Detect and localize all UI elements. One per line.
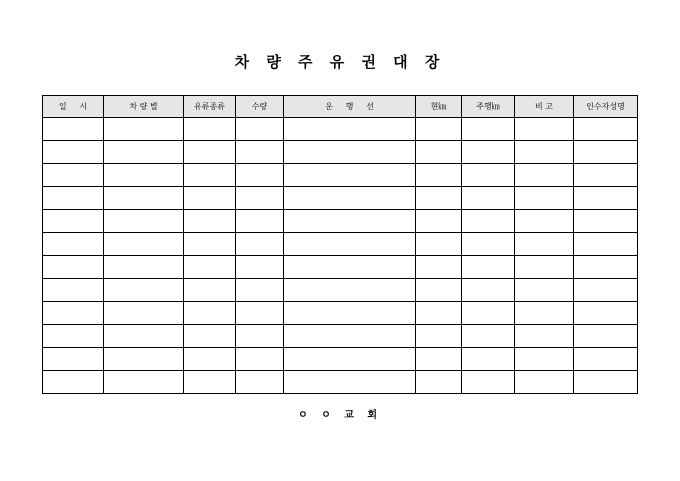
cell-distance-km[interactable] bbox=[462, 279, 515, 302]
cell-remarks[interactable] bbox=[515, 256, 574, 279]
table-row bbox=[43, 302, 638, 325]
table-row bbox=[43, 348, 638, 371]
cell-vehicle[interactable] bbox=[104, 256, 184, 279]
cell-recipient-name[interactable] bbox=[574, 164, 638, 187]
cell-quantity[interactable] bbox=[236, 348, 284, 371]
cell-current-km[interactable] bbox=[416, 325, 462, 348]
cell-datetime[interactable] bbox=[43, 187, 104, 210]
cell-current-km[interactable] bbox=[416, 210, 462, 233]
cell-distance-km[interactable] bbox=[462, 256, 515, 279]
cell-vehicle[interactable] bbox=[104, 348, 184, 371]
cell-vehicle[interactable] bbox=[104, 210, 184, 233]
cell-recipient-name[interactable] bbox=[574, 256, 638, 279]
cell-vehicle[interactable] bbox=[104, 302, 184, 325]
table-row bbox=[43, 256, 638, 279]
cell-recipient-name[interactable] bbox=[574, 141, 638, 164]
cell-distance-km[interactable] bbox=[462, 325, 515, 348]
cell-quantity[interactable] bbox=[236, 256, 284, 279]
cell-fuel-type[interactable] bbox=[184, 256, 236, 279]
cell-vehicle[interactable] bbox=[104, 325, 184, 348]
cell-vehicle[interactable] bbox=[104, 187, 184, 210]
cell-datetime[interactable] bbox=[43, 210, 104, 233]
fuel-voucher-ledger-table bbox=[42, 95, 638, 394]
cell-route[interactable] bbox=[284, 118, 416, 141]
cell-fuel-type[interactable] bbox=[184, 118, 236, 141]
cell-quantity[interactable] bbox=[236, 371, 284, 394]
column-header-current-km: 현㎞ bbox=[416, 96, 462, 118]
cell-remarks[interactable] bbox=[515, 371, 574, 394]
cell-distance-km[interactable] bbox=[462, 348, 515, 371]
cell-fuel-type[interactable] bbox=[184, 279, 236, 302]
cell-fuel-type[interactable] bbox=[184, 348, 236, 371]
cell-route[interactable] bbox=[284, 256, 416, 279]
cell-fuel-type[interactable] bbox=[184, 210, 236, 233]
cell-remarks[interactable] bbox=[515, 233, 574, 256]
cell-fuel-type[interactable] bbox=[184, 141, 236, 164]
cell-route[interactable] bbox=[284, 325, 416, 348]
column-header-remarks: 비 고 bbox=[515, 96, 574, 118]
cell-datetime[interactable] bbox=[43, 325, 104, 348]
cell-vehicle[interactable] bbox=[104, 371, 184, 394]
cell-recipient-name[interactable] bbox=[574, 371, 638, 394]
cell-current-km[interactable] bbox=[416, 233, 462, 256]
cell-route[interactable] bbox=[284, 210, 416, 233]
table-row bbox=[43, 325, 638, 348]
document-title: 차 량 주 유 권 대 장 bbox=[234, 53, 446, 71]
cell-recipient-name[interactable] bbox=[574, 210, 638, 233]
cell-vehicle[interactable] bbox=[104, 118, 184, 141]
cell-current-km[interactable] bbox=[416, 302, 462, 325]
cell-distance-km[interactable] bbox=[462, 210, 515, 233]
cell-route[interactable] bbox=[284, 187, 416, 210]
cell-distance-km[interactable] bbox=[462, 187, 515, 210]
column-header-fuel-type: 유류종류 bbox=[184, 96, 236, 118]
cell-quantity[interactable] bbox=[236, 187, 284, 210]
cell-route[interactable] bbox=[284, 371, 416, 394]
cell-vehicle[interactable] bbox=[104, 233, 184, 256]
cell-remarks[interactable] bbox=[515, 302, 574, 325]
cell-vehicle[interactable] bbox=[104, 279, 184, 302]
cell-current-km[interactable] bbox=[416, 164, 462, 187]
cell-route[interactable] bbox=[284, 164, 416, 187]
cell-fuel-type[interactable] bbox=[184, 187, 236, 210]
column-header-recipient-name: 인수자성명 bbox=[574, 96, 638, 118]
cell-current-km[interactable] bbox=[416, 141, 462, 164]
cell-datetime[interactable] bbox=[43, 256, 104, 279]
church-name-footer: ㅇ ㅇ 교 회 bbox=[297, 410, 383, 421]
cell-remarks[interactable] bbox=[515, 164, 574, 187]
column-header-vehicle: 차 량 별 bbox=[104, 96, 184, 118]
cell-datetime[interactable] bbox=[43, 279, 104, 302]
cell-datetime[interactable] bbox=[43, 233, 104, 256]
cell-fuel-type[interactable] bbox=[184, 164, 236, 187]
column-header-datetime: 일 시 bbox=[43, 96, 104, 118]
cell-current-km[interactable] bbox=[416, 187, 462, 210]
table-row bbox=[43, 371, 638, 394]
table-row bbox=[43, 233, 638, 256]
cell-remarks[interactable] bbox=[515, 187, 574, 210]
table-row bbox=[43, 118, 638, 141]
cell-quantity[interactable] bbox=[236, 141, 284, 164]
header-row bbox=[43, 96, 638, 118]
table-row bbox=[43, 187, 638, 210]
table-row bbox=[43, 210, 638, 233]
cell-datetime[interactable] bbox=[43, 302, 104, 325]
cell-vehicle[interactable] bbox=[104, 141, 184, 164]
cell-quantity[interactable] bbox=[236, 118, 284, 141]
cell-current-km[interactable] bbox=[416, 279, 462, 302]
cell-fuel-type[interactable] bbox=[184, 233, 236, 256]
cell-remarks[interactable] bbox=[515, 210, 574, 233]
cell-datetime[interactable] bbox=[43, 141, 104, 164]
cell-route[interactable] bbox=[284, 348, 416, 371]
table-row bbox=[43, 279, 638, 302]
cell-fuel-type[interactable] bbox=[184, 371, 236, 394]
cell-datetime[interactable] bbox=[43, 348, 104, 371]
cell-quantity[interactable] bbox=[236, 210, 284, 233]
cell-route[interactable] bbox=[284, 302, 416, 325]
column-header-distance-km: 주행㎞ bbox=[462, 96, 515, 118]
cell-recipient-name[interactable] bbox=[574, 118, 638, 141]
cell-distance-km[interactable] bbox=[462, 371, 515, 394]
cell-recipient-name[interactable] bbox=[574, 302, 638, 325]
cell-remarks[interactable] bbox=[515, 141, 574, 164]
cell-recipient-name[interactable] bbox=[574, 325, 638, 348]
cell-remarks[interactable] bbox=[515, 279, 574, 302]
cell-distance-km[interactable] bbox=[462, 164, 515, 187]
cell-fuel-type[interactable] bbox=[184, 325, 236, 348]
cell-current-km[interactable] bbox=[416, 348, 462, 371]
cell-vehicle[interactable] bbox=[104, 164, 184, 187]
cell-quantity[interactable] bbox=[236, 279, 284, 302]
column-header-route: 운 행 선 bbox=[284, 96, 416, 118]
table-row bbox=[43, 141, 638, 164]
cell-current-km[interactable] bbox=[416, 118, 462, 141]
column-header-quantity: 수량 bbox=[236, 96, 284, 118]
cell-distance-km[interactable] bbox=[462, 302, 515, 325]
cell-datetime[interactable] bbox=[43, 371, 104, 394]
cell-quantity[interactable] bbox=[236, 164, 284, 187]
cell-recipient-name[interactable] bbox=[574, 348, 638, 371]
cell-datetime[interactable] bbox=[43, 164, 104, 187]
cell-route[interactable] bbox=[284, 141, 416, 164]
cell-route[interactable] bbox=[284, 233, 416, 256]
cell-remarks[interactable] bbox=[515, 118, 574, 141]
cell-current-km[interactable] bbox=[416, 371, 462, 394]
cell-quantity[interactable] bbox=[236, 233, 284, 256]
cell-recipient-name[interactable] bbox=[574, 187, 638, 210]
cell-datetime[interactable] bbox=[43, 118, 104, 141]
cell-quantity[interactable] bbox=[236, 325, 284, 348]
table-row bbox=[43, 164, 638, 187]
cell-recipient-name[interactable] bbox=[574, 279, 638, 302]
cell-remarks[interactable] bbox=[515, 348, 574, 371]
cell-distance-km[interactable] bbox=[462, 233, 515, 256]
cell-current-km[interactable] bbox=[416, 256, 462, 279]
cell-quantity[interactable] bbox=[236, 302, 284, 325]
cell-remarks[interactable] bbox=[515, 325, 574, 348]
cell-distance-km[interactable] bbox=[462, 141, 515, 164]
cell-recipient-name[interactable] bbox=[574, 233, 638, 256]
cell-fuel-type[interactable] bbox=[184, 302, 236, 325]
cell-route[interactable] bbox=[284, 279, 416, 302]
cell-distance-km[interactable] bbox=[462, 118, 515, 141]
